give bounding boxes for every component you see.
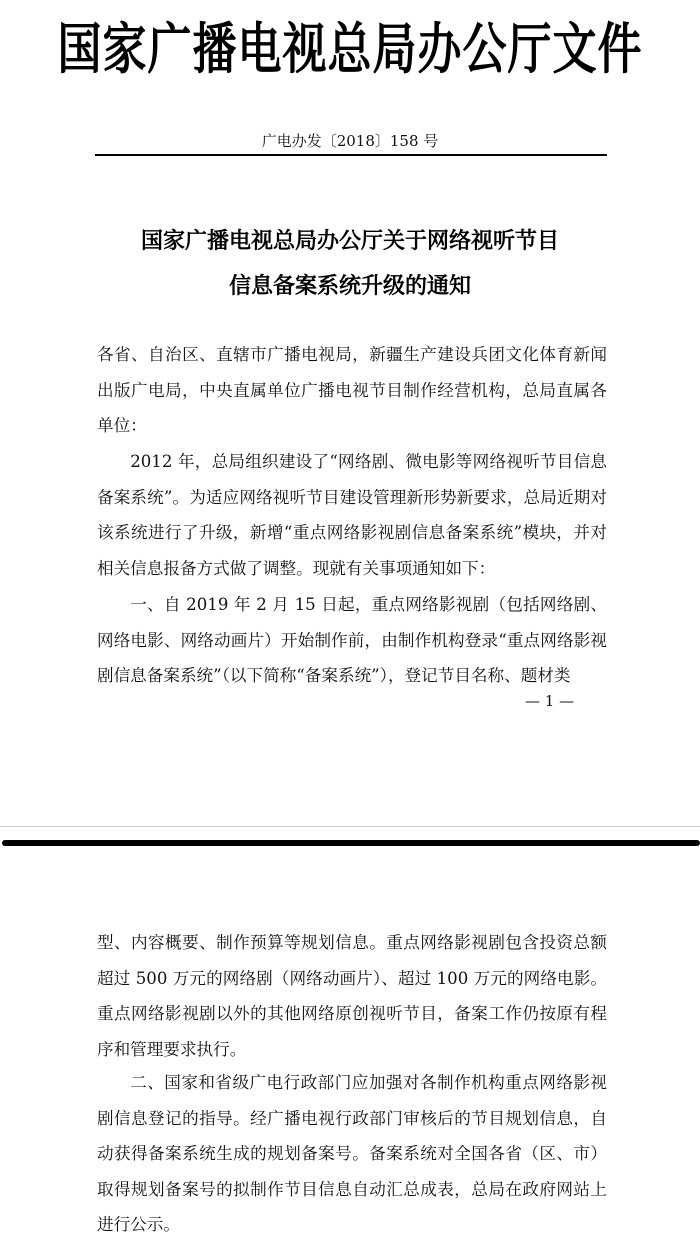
- body-paragraph-3: 二、国家和省级广电行政部门应加强对各制作机构重点网络影视剧信息登记的指导。经广播电视行政部门审核后的节目规划信息，自动获得备案系统生成的规划备案号。备案系统对全国各省（区、市）取得规划备案号的拟制作节目信息自动汇总成表，总局在政府网站上进行公示。: [97, 1073, 607, 1234]
- header-divider: [95, 154, 607, 156]
- document-number: 广电办发〔2018〕158 号: [261, 132, 439, 150]
- body-paragraph-2-continued: 型、内容概要、制作预算等规划信息。重点网络影视剧包含投资总额超过 500 万元的网络剧（网络动画片）、超过 100 万元的网络电影。重点网络影视剧以外的其他网络原创视听节目，备案工作仍按原有程序和管理要求执行。: [97, 933, 607, 1059]
- body-paragraph-1: 2012 年，总局组织建设了“网络剧、微电影等网络视听节目信息备案系统”。为适应网络视听节目建设管理新形势新要求，总局近期对该系统进行了升级，新增“重点网络影视剧信息备案系统”模块，并对相关信息报备方式做了调整。现就有关事项通知如下：: [97, 452, 607, 578]
- page-separator-bar: [2, 840, 700, 846]
- page-number: — 1 —: [525, 692, 575, 710]
- body-paragraph-2: 一、自 2019 年 2 月 15 日起，重点网络影视剧（包括网络剧、网络电影、网络动画片）开始制作前，由制作机构登录“重点网络影视剧信息备案系统”（以下简称“备案系统”），登记节目名称、题材类: [97, 595, 607, 685]
- notice-title-line-2: 信息备案系统升级的通知: [228, 273, 471, 299]
- document-header-title: 国家广播电视总局办公厅文件: [57, 17, 643, 82]
- salutation-paragraph: 各省、自治区、直辖市广播电视局，新疆生产建设兵团文化体育新闻出版广电局，中央直属单位广播电视节目制作经营机构，总局直属各单位：: [97, 345, 607, 435]
- notice-title-line-1: 国家广播电视总局办公厅关于网络视听节目: [140, 228, 559, 254]
- page-edge-line: [0, 826, 700, 827]
